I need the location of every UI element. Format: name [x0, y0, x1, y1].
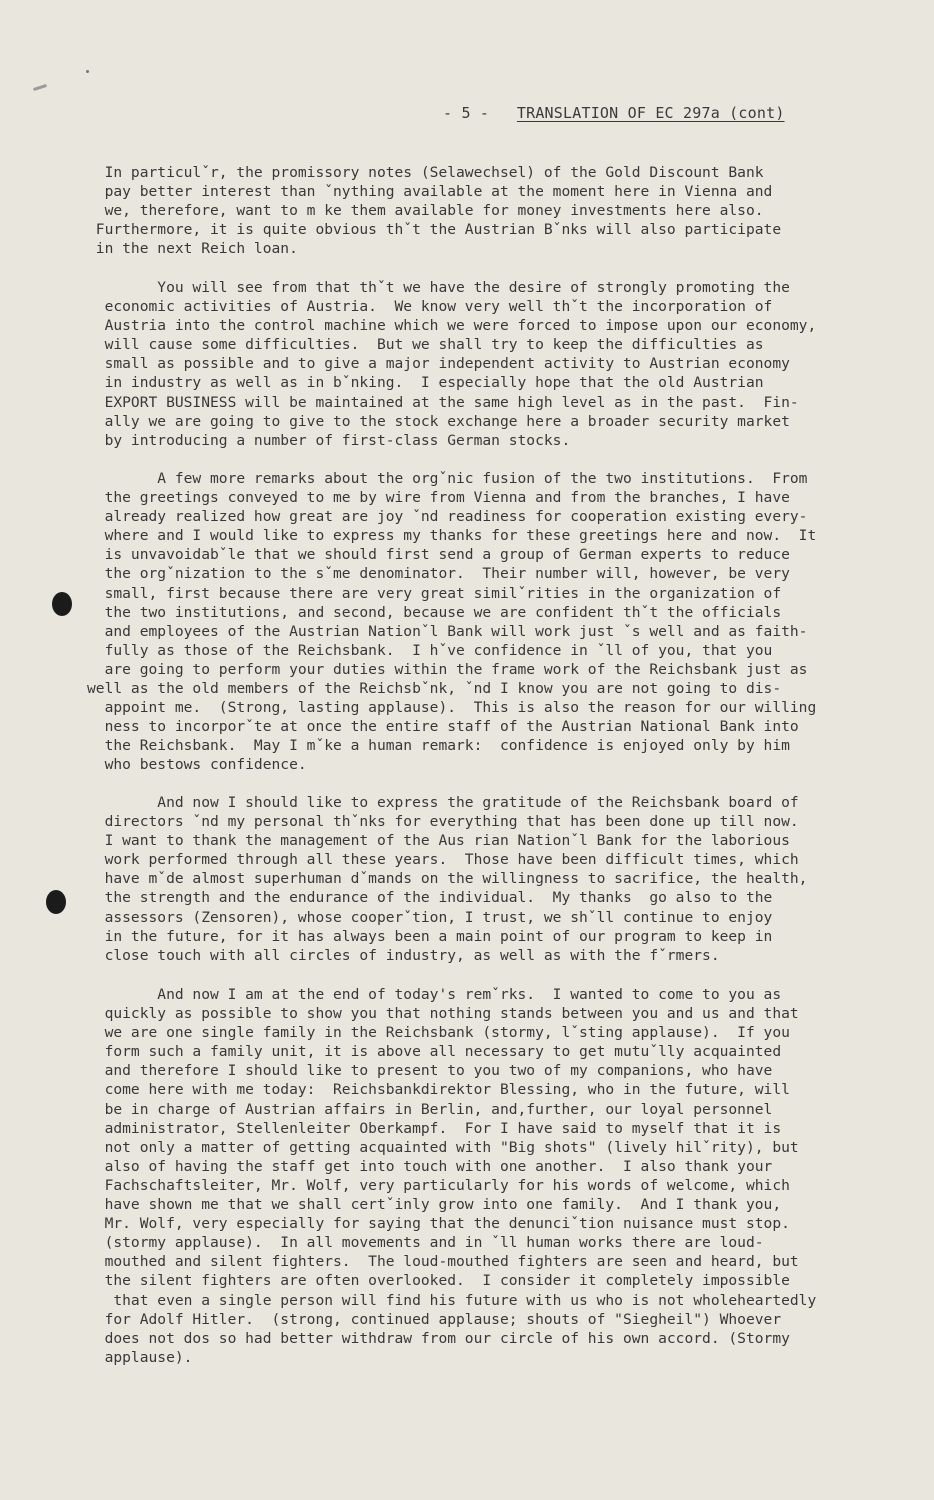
paper-mark	[33, 84, 47, 91]
paragraph-3: A few more remarks about the orgˇnic fusion of the two institutions. From the greetings conveyed to me by wire from Vienna and from the branches, I have already realized how great are joy ˇnd readiness for cooperation existing every- where and I would like to express my thanks for these greetings here and now. It is unvavoidabˇle that we should first send a group of German experts to reduce the orgˇnization to the sˇme denominator. Their number will, however, be very small, first because there are very great similˇrities in the organization of the two institutions, and second, because we are confident thˇt the officials and employees of the Austrian Nationˇl Bank will work just ˇs well and as faith- fully as those of the Reichsbank. I hˇve confidence in ˇll of you, that you are going to perform your duties within the frame work of the Reichsbank just as well as the old members of the Reichsbˇnk, ˇnd I know you are not going to dis- appoint me. (Strong, lasting applause). This is also the reason for our willing ness to incorporˇte at once the entire staff of the Austrian National Bank into the Reichsbank. May I mˇke a human remark: confidence is enjoyed only by him who bestows confidence.	[87, 470, 817, 774]
binder-hole-lower	[46, 890, 66, 914]
binder-hole-upper	[52, 592, 72, 616]
paragraph-2: You will see from that thˇt we have the desire of strongly promoting the economic activities of Austria. We know very well thˇt the incorporation of Austria into the control machine which we were forced to impose upon our economy, will cause some difficulties. But we shall try to keep the difficulties as small as possible and to give a major independent activity to Austrian economy in industry as well as in bˇnking. I especially hope that the old Austrian EXPORT BUSINESS will be maintained at the same high level as in the past. Fin- ally we are going to give to the stock exchange here a broader security market by introducing a number of first-class German stocks.	[104, 279, 817, 449]
paragraph-5: And now I am at the end of today's remˇrks. I wanted to come to you as quickly as possible to show you that nothing stands between you and us and that we are one single family in the Reichsbank (stormy, lˇsting applause). If you form such a family unit, it is above all necessary to get mutuˇlly acquainted and therefore I should like to present to you two of my companions, who have come here with me today: Reichsbankdirektor Blessing, who in the future, will be in charge of Austrian affairs in Berlin, and,further, our loyal personnel administrator, Stellenleiter Oberkampf. For I have said to myself that it is not only a matter of getting acquainted with "Big shots" (lively hilˇrity), but also of having the staff get into touch with one another. I also thank your Fachschaftsleiter, Mr. Wolf, very particularly for his words of welcome, which have shown me that we shall certˇinly grow into one family. And I thank you, Mr. Wolf, very especially for saying that the denunciˇtion nuisance must stop. (stormy applause). In all movements and in ˇll human works there are loud- mouthed and silent fighters. The loud-mouthed fighters are seen and heard, but the silent fighters are often overlooked. I consider it completely impossible that even a single person will find his future with us who is not wholeheartedly for Adolf Hitler. (strong, continued applause; shouts of "Siegheil") Whoever does not dos so had better withdraw from our circle of his own accord. (Stormy applause).	[104, 986, 817, 1366]
page-header	[443, 104, 785, 122]
paragraph-4: And now I should like to express the gratitude of the Reichsbank board of directors ˇnd my personal thˇnks for everything that has been done up till now. I want to thank the management of the Aus rian Nationˇl Bank for the laborious work performed through all these years. Those have been difficult times, which have mˇde almost superhuman dˇmands on the willingness to sacrifice, the health, the strength and the endurance of the individual. My thanks go also to the assessors (Zensoren), whose cooperˇtion, I trust, we shˇll continue to enjoy in the future, for it has always been a main point of our program to keep in close touch with all circles of industry, as well as with the fˇrmers.	[104, 794, 808, 964]
page-number: - 5 -	[443, 104, 490, 122]
paper-mark	[86, 70, 89, 73]
document-reference: TRANSLATION OF EC 297a (cont)	[516, 104, 785, 122]
paragraph-1: In particulˇr, the promissory notes (Selawechsel) of the Gold Discount Bank pay better interest than ˇnything available at the moment here in Vienna and we, therefore, want to m ke them available for money investments here also. Furthermore, it is quite obvious thˇt the Austrian Bˇnks will also participate in the next Reich loan.	[95, 164, 782, 258]
